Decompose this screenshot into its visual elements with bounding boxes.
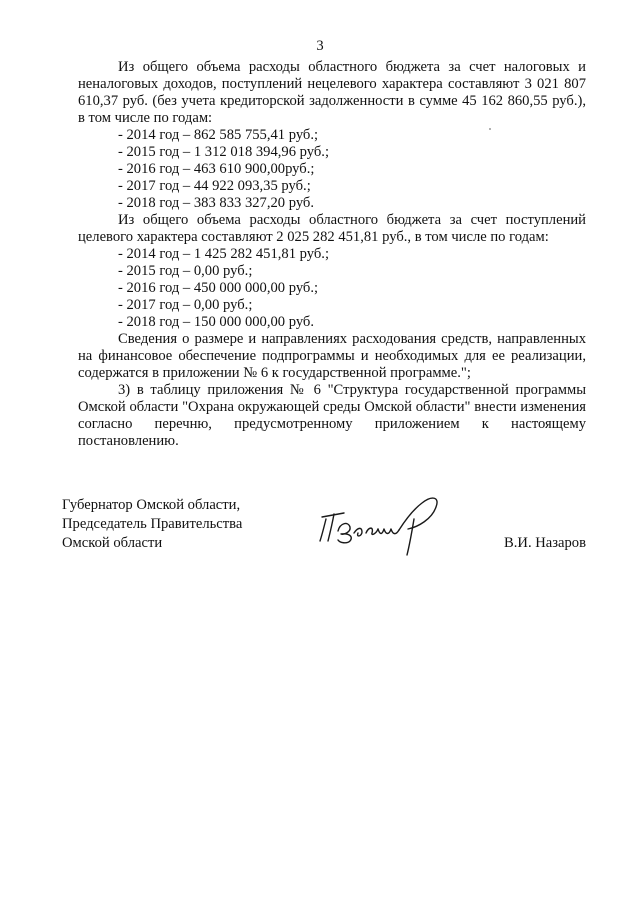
- paragraph-targeted-expenses: Из общего объема расходы областного бюджета за счет поступлений целевого характера составляют 2 025 282 451,81 руб., в том числе по годам:: [78, 212, 586, 245]
- signatory-title-line: Председатель Правительства: [62, 516, 243, 532]
- list-item: - 2018 год – 383 833 327,20 руб.: [118, 195, 315, 211]
- signatory-title-line: Губернатор Омской области,: [62, 497, 241, 513]
- list-item: - 2018 год – 150 000 000,00 руб.: [118, 314, 315, 330]
- signatory-title-line: Омской области: [62, 535, 163, 551]
- list-item: - 2017 год – 44 922 093,35 руб.;: [118, 178, 311, 194]
- list-item: - 2014 год – 1 425 282 451,81 руб.;: [118, 246, 330, 262]
- document-body: [78, 59, 586, 450]
- paragraph-expense-details: Сведения о размере и направлениях расходования средств, направленных на финансовое обеспечение подпрограммы и необходимых для ее реализации, содержатся в приложении № 6 к государственной программе.";: [78, 331, 586, 381]
- list-item: - 2015 год – 1 312 018 394,96 руб.;: [118, 144, 330, 160]
- list-item: - 2016 год – 463 610 900,00руб.;: [118, 161, 315, 177]
- list-item: - 2014 год – 862 585 755,41 руб.;: [118, 127, 319, 143]
- list-item: - 2016 год – 450 000 000,00 руб.;: [118, 280, 319, 296]
- list-item: - 2015 год – 0,00 руб.;: [118, 263, 253, 279]
- signature-block: [62, 497, 586, 567]
- list-item: - 2017 год – 0,00 руб.;: [118, 297, 253, 313]
- handwritten-signature-icon: [314, 489, 474, 559]
- signatory-name: В.И. Назаров: [504, 535, 586, 551]
- paragraph-nontax-expenses: Из общего объема расходы областного бюджета за счет налоговых и неналоговых доходов, поступлений нецелевого характера составляют 3 021 807 610,37 руб. (без учета кредиторской задолженности в сумме 45 162 860,55 руб.), в том числе по годам:: [78, 59, 586, 126]
- scan-speck: [489, 128, 491, 130]
- paragraph-table-amendment: 3) в таблицу приложения № 6 "Структура государственной программы Омской области "Охрана окружающей среды Омской области" внести изменения согласно перечню, предусмотренному приложением к настоящему постановлению.: [78, 382, 586, 449]
- page-number: 3: [316, 38, 324, 54]
